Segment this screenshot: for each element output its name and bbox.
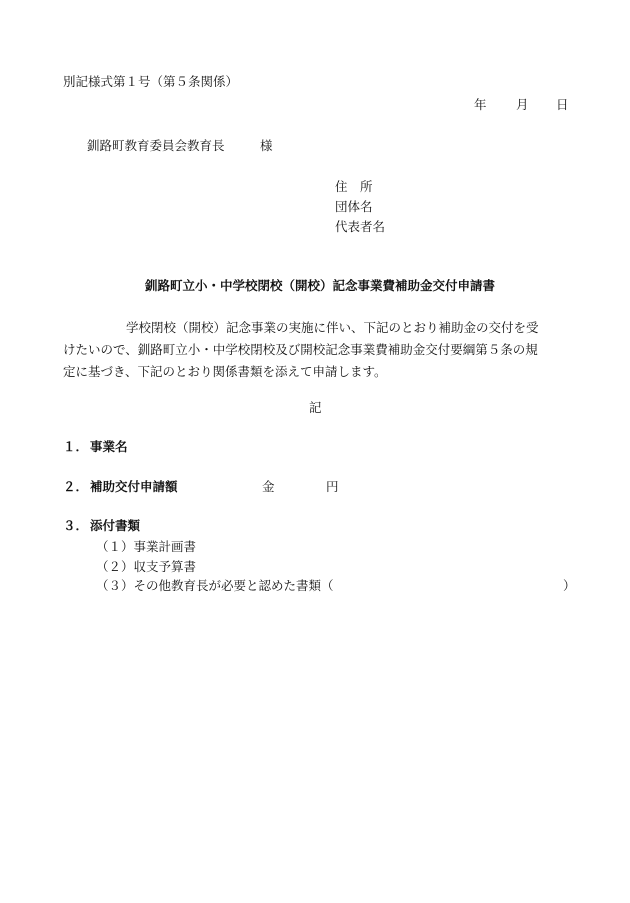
attachment-item-1: （１）事業計画書 bbox=[96, 539, 197, 554]
item-3-number: ３． bbox=[63, 518, 89, 533]
applicant-group: 団体名 bbox=[335, 199, 373, 214]
item-2-number: ２． bbox=[63, 479, 89, 494]
item-3-label: 添付書類 bbox=[90, 518, 141, 533]
item-2-kin: 金 bbox=[262, 479, 275, 494]
addressee-honorific: 様 bbox=[260, 138, 273, 153]
item-1-number: １． bbox=[63, 439, 89, 454]
item-2-label: 補助交付申請額 bbox=[90, 479, 178, 494]
body-line-1: 学校閉校（開校）記念事業の実施に伴い、下記のとおり補助金の交付を受 bbox=[126, 320, 539, 335]
body-line-2: けたいので、釧路町立小・中学校閉校及び開校記念事業費補助金交付要綱第５条の規 bbox=[63, 342, 538, 357]
date-year: 年 bbox=[474, 97, 487, 112]
date-month: 月 bbox=[516, 97, 529, 112]
attachment-item-3: （３）その他教育長が必要と認めた書類（ bbox=[96, 578, 334, 593]
date-day: 日 bbox=[556, 97, 569, 112]
applicant-address: 住 所 bbox=[335, 179, 373, 194]
attachment-item-2: （２）収支予算書 bbox=[96, 559, 197, 574]
body-line-3: 定に基づき、下記のとおり関係書類を添えて申請します。 bbox=[63, 364, 387, 379]
item-2-yen: 円 bbox=[326, 479, 339, 494]
ki-heading: 記 bbox=[309, 400, 322, 415]
addressee-name: 釧路町教育委員会教育長 bbox=[87, 138, 225, 153]
item-1-label: 事業名 bbox=[90, 439, 128, 454]
body-paragraph bbox=[63, 317, 583, 383]
applicant-representative: 代表者名 bbox=[335, 219, 386, 234]
form-label: 別記様式第１号（第５条関係） bbox=[63, 74, 239, 89]
document-title: 釧路町立小・中学校閉校（開校）記念事業費補助金交付申請書 bbox=[145, 278, 496, 293]
attachment-close-paren: ） bbox=[563, 578, 576, 593]
